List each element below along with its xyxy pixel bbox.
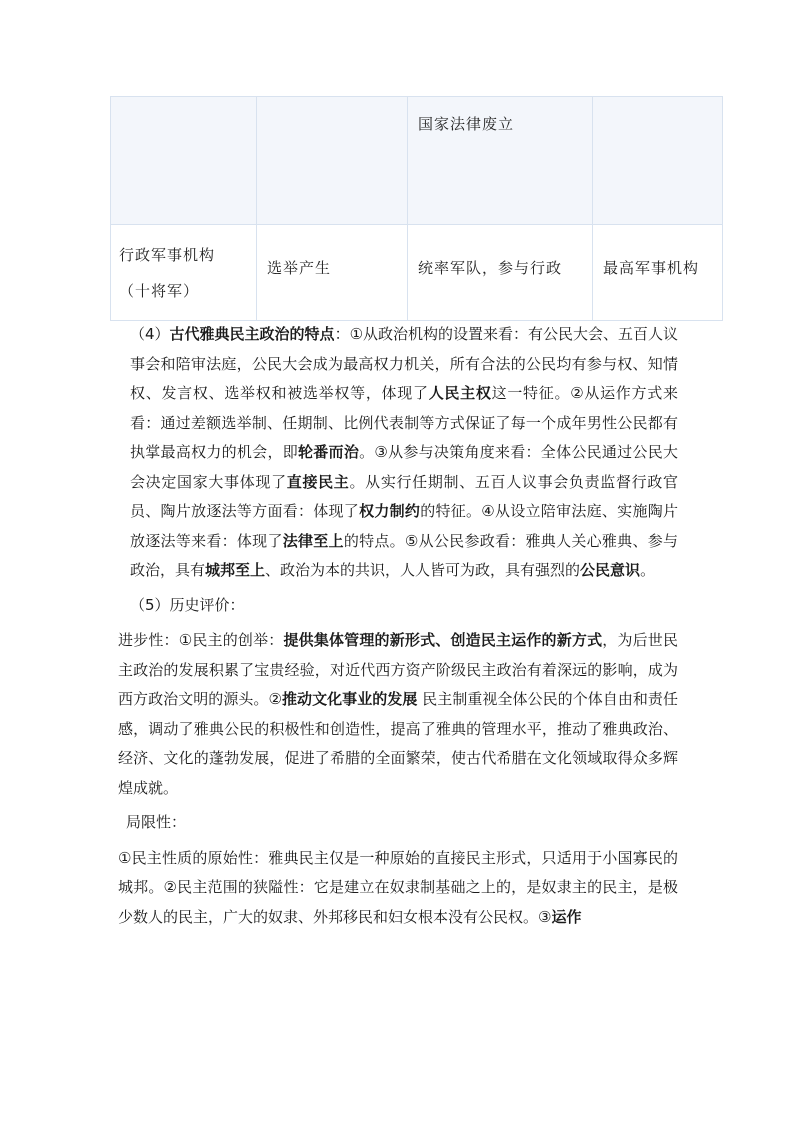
- table-cell: [593, 97, 723, 225]
- institution-table: [110, 96, 723, 321]
- selection-method: 选举产生: [267, 259, 332, 277]
- institution-duty: 统率军队，参与行政: [418, 259, 563, 277]
- table-cell: [257, 225, 408, 321]
- limits-paragraph: ①民主性质的原始性：雅典民主仅是一种原始的直接民主形式，只适用于小国寡民的城邦。②民主范围的狭隘性：它是建立在奴隶制基础之上的，是奴隶主的民主，是极少数人的民主，广大的奴隶、外邦移民和妇女根本没有公民权。③运作: [118, 848, 678, 926]
- table-cell: [111, 97, 257, 225]
- body-text: [118, 320, 678, 932]
- table-cell: [257, 97, 408, 225]
- table-row: [111, 97, 723, 225]
- table-cell: [111, 225, 257, 321]
- table-row: [111, 225, 723, 321]
- section4-paragraph: （4）古代雅典民主政治的特点：①从政治机构的设置来看：有公民大会、五百人议事会和陪审法庭，公民大会成为最高权力机关，所有合法的公民均有参与权、知情权、发言权、选举权和被选举权等，体现了人民主权这一特征。②从运作方式来看：通过差额选举制、任期制、比例代表制等方式保证了每一个成年男性公民都有执掌最高权力的机会，即轮番而治。③从参与决策角度来看：全体公民通过公民大会决定国家大事体现了直接民主。从实行任期制、五百人议事会负责监督行政官员、陶片放逐法等方面看：体现了权力制约的特征。④从设立陪审法庭、实施陶片放逐法等来看：体现了法律至上的特点。⑤从公民参政看：雅典人关心雅典、参与政治，具有城邦至上、政治为本的共识，人人皆可为政，具有强烈的公民意识。: [130, 325, 679, 579]
- limits-heading: 局限性：: [126, 813, 187, 831]
- institution-name: 行政军事机构: [119, 246, 216, 264]
- table-cell: [593, 225, 723, 321]
- institution-status: 最高军事机构: [603, 259, 700, 277]
- progress-paragraph: 进步性：①民主的创举：提供集体管理的新形式、创造民主运作的新方式，为后世民主政治的发展积累了宝贵经验，对近代西方资产阶级民主政治有着深远的影响，成为西方政治文明的源头。②推动文化事业的发展 民主制重视全体公民的个体自由和责任感，调动了雅典公民的积极性和创造性，提高了雅典的管理水平，推动了雅典政治、经济、文化的蓬勃发展，促进了希腊的全面繁荣，使古代希腊在文化领域取得众多辉煌成就。: [118, 631, 678, 797]
- section5-heading: （5）历史评价：: [130, 595, 245, 614]
- table-cell: [408, 225, 593, 321]
- institution-subname: （十将军）: [119, 282, 200, 300]
- law-cell: 国家法律废立: [418, 115, 515, 133]
- section4-title: 古代雅典民主政治的特点: [169, 325, 335, 343]
- table-cell: [408, 97, 593, 225]
